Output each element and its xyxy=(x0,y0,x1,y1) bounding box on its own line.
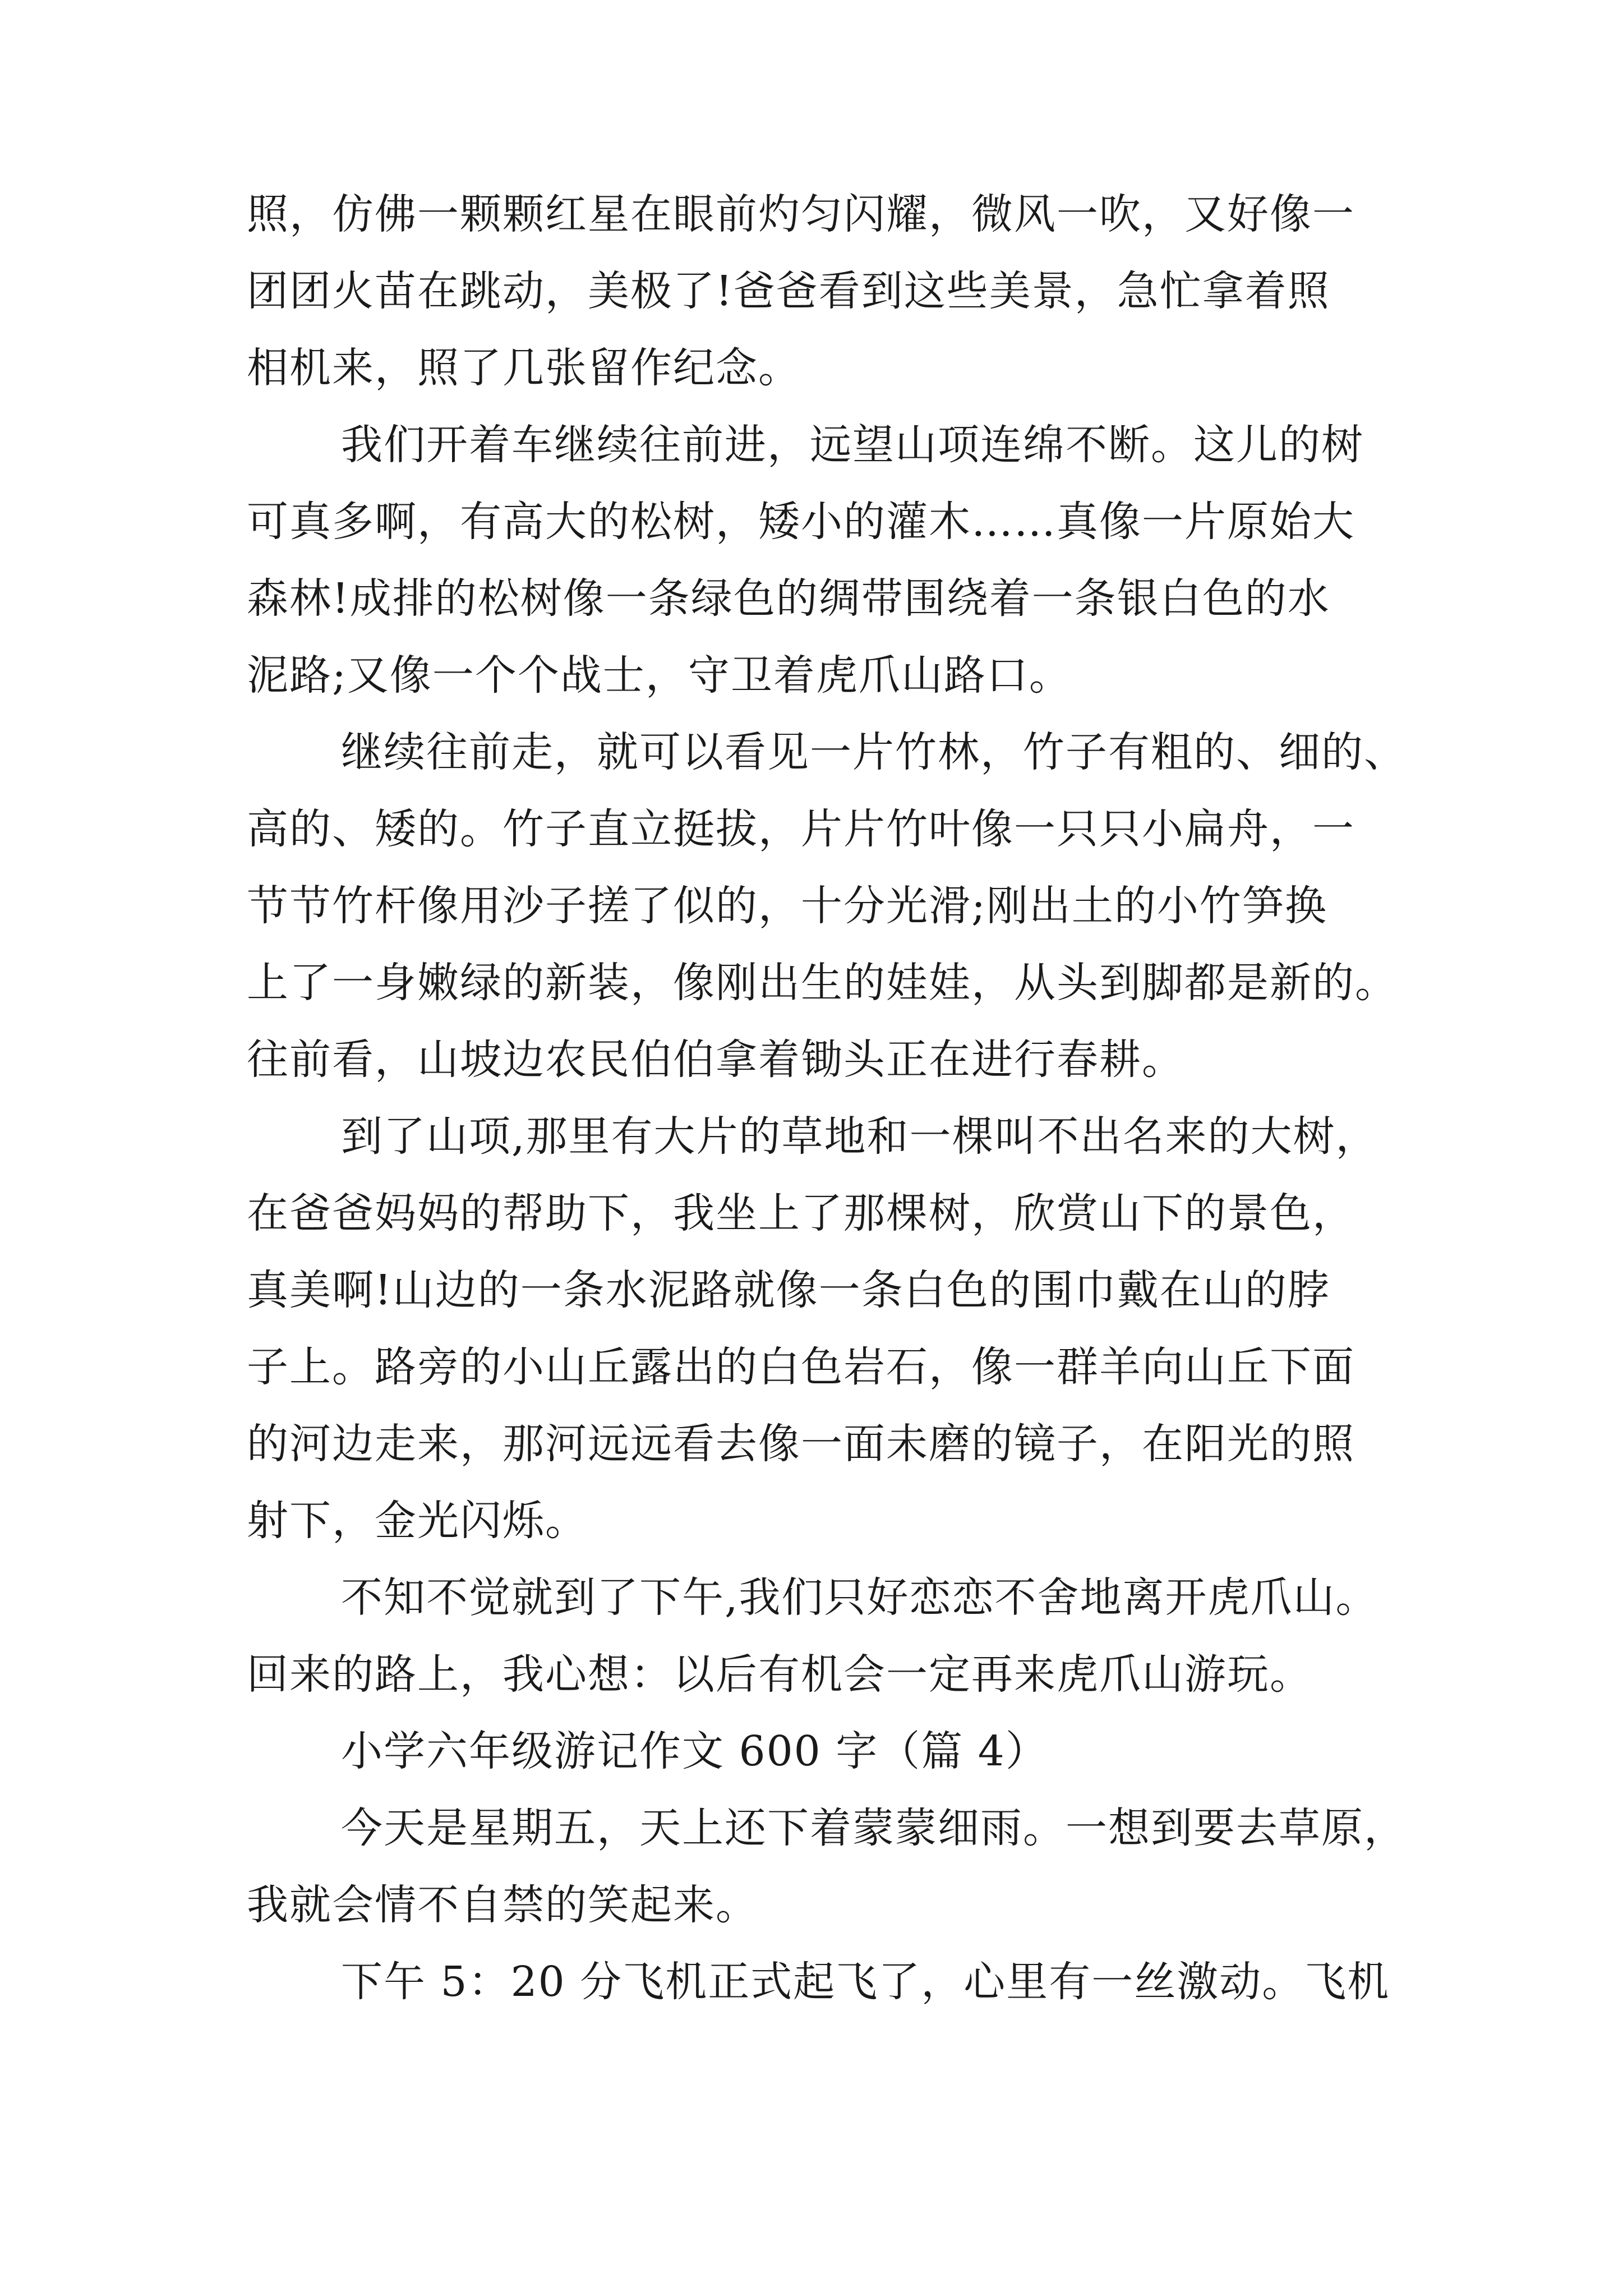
text-line: 子上。路旁的小山丘露出的白色岩石，像一群羊向山丘下面 xyxy=(247,1343,1355,1391)
text-line: 高的、矮的。竹子直立挺拔，片片竹叶像一只只小扁舟，一 xyxy=(247,805,1355,853)
text-line: 在爸爸妈妈的帮助下，我坐上了那棵树，欣赏山下的景色， xyxy=(247,1189,1355,1237)
text-line: 上了一身嫩绿的新装，像刚出生的娃娃，从头到脚都是新的。 xyxy=(247,959,1398,1007)
text-line: 射下，金光闪烁。 xyxy=(247,1497,588,1545)
text-line: 相机来，照了几张留作纪念。 xyxy=(247,344,801,392)
text-line: 泥路;又像一个个战士，守卫着虎爪山路口。 xyxy=(247,651,1072,700)
text-line: 团团火苗在跳动，美极了!爸爸看到这些美景，急忙拿着照 xyxy=(247,267,1330,315)
paragraph-start-line: 我们开着车继续往前进，远望山项连绵不断。这儿的树 xyxy=(341,421,1364,469)
text-line: 节节竹杆像用沙子搓了似的，十分光滑;刚出土的小竹笋换 xyxy=(247,882,1327,930)
text-line: 往前看，山坡边农民伯伯拿着锄头正在进行春耕。 xyxy=(247,1036,1184,1084)
paragraph-start-line: 今天是星期五，天上还下着蒙蒙细雨。一想到要去草原， xyxy=(341,1804,1407,1852)
text-line: 森林!成排的松树像一条绿色的绸带围绕着一条银白色的水 xyxy=(247,574,1330,623)
paragraph-start-line: 下午 5：20 分飞机正式起飞了，心里有一丝激动。飞机 xyxy=(341,1958,1390,2006)
text-line: 回来的路上，我心想：以后有机会一定再来虎爪山游玩。 xyxy=(247,1650,1312,1699)
paragraph-start-line: 不知不觉就到了下午,我们只好恋恋不舍地离开虎爪山。 xyxy=(341,1573,1378,1622)
text-line: 的河边走来，那河远远看去像一面未磨的镜子，在阳光的照 xyxy=(247,1420,1355,1468)
text-line: 我就会情不自禁的笑起来。 xyxy=(247,1881,758,1929)
text-line: 真美啊!山边的一条水泥路就像一条白色的围巾戴在山的脖 xyxy=(247,1266,1330,1314)
section-heading: 小学六年级游记作文 600 字（篇 4） xyxy=(341,1727,1048,1775)
paragraph-start-line: 到了山项,那里有大片的草地和一棵叫不出名来的大树， xyxy=(341,1112,1378,1161)
text-line: 可真多啊，有高大的松树，矮小的灌木……真像一片原始大 xyxy=(247,498,1355,546)
paragraph-start-line: 继续往前走，就可以看见一片竹林，竹子有粗的、细的、 xyxy=(341,728,1407,776)
text-line: 照，仿佛一颗颗红星在眼前灼匀闪耀，微风一吹，又好像一 xyxy=(247,190,1355,238)
